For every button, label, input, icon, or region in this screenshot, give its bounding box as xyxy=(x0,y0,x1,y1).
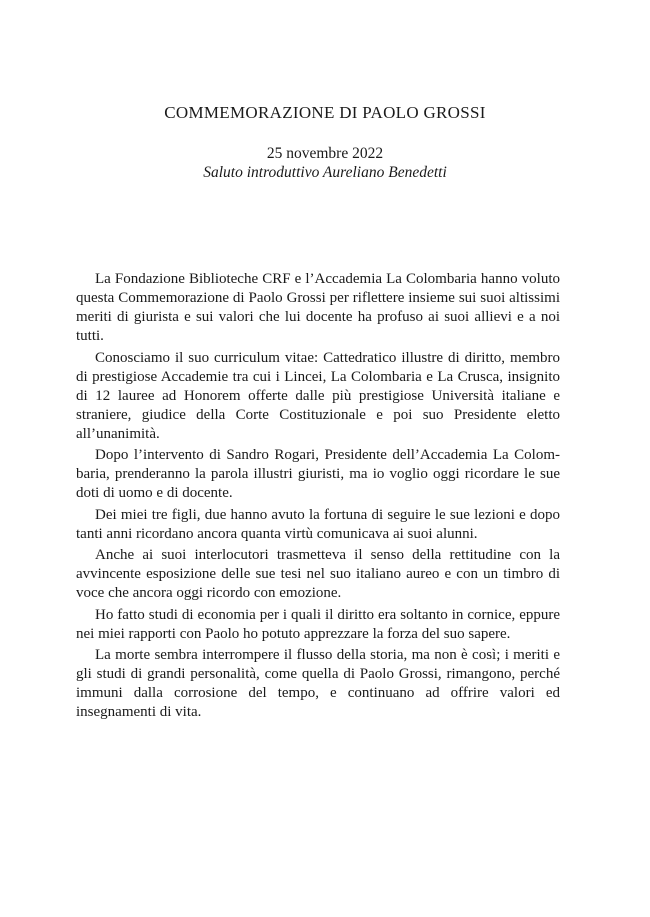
body-paragraph: Anche ai suoi interlocutori trasmetteva il senso della rettitudine con la avvincente esposizione delle sue tesi nel suo italiano aureo e con un timbro di voce che ancora oggi ricordo con emozione. xyxy=(76,547,560,602)
document-title: COMMEMORAZIONE DI PAOLO GROSSI xyxy=(164,103,486,122)
body-paragraph: Dei miei tre figli, due hanno avuto la fortuna di seguire le sue lezioni e dopo tanti anni ricordano ancora quanta virtù comunicava ai suoi alunni. xyxy=(76,506,560,542)
document-date: 25 novembre 2022 xyxy=(266,145,384,162)
body-paragraph: La Fondazione Biblioteche CRF e l’Accademia La Colombaria hanno voluto questa Commemorazione di Paolo Grossi per riflettere insieme sui suoi altissimi meriti di giurista e sui valori che lui docente ha profuso ai suoi allievi e a noi tutti. xyxy=(76,271,560,345)
document-body xyxy=(76,270,560,722)
body-paragraph: Ho fatto studi di economia per i quali il diritto era soltanto in cornice, eppure nei miei rapporti con Paolo ho potuto apprezzare la forza del suo sapere. xyxy=(76,606,560,642)
document-subtitle: Saluto introduttivo Aureliano Benedetti xyxy=(203,164,447,181)
body-paragraph: La morte sembra interrompere il flusso della storia, ma non è così; i meriti e gli studi di grandi personalità, come quella di Paolo Grossi, rimangono, perché immuni dalla corrosione del tempo, e continuano ad offrire valori ed insegnamenti di vita. xyxy=(76,646,560,721)
body-paragraph: Dopo l’intervento di Sandro Rogari, Presidente dell’Accademia La Colombaria, prenderanno la parola illustri giuristi, ma io voglio oggi ricordare le sue doti di uomo e di docente. xyxy=(76,447,560,502)
body-paragraph: Conosciamo il suo curriculum vitae: Cattedratico illustre di diritto, membro di prestigiose Accademie tra cui i Lincei, La Colombaria e La Crusca, insignito di 12 lauree ad Honorem offerte dalle più prestigiose Università italiane e straniere, giudice della Corte Costituzionale e poi suo Presidente eletto all’unanimità. xyxy=(76,349,560,442)
